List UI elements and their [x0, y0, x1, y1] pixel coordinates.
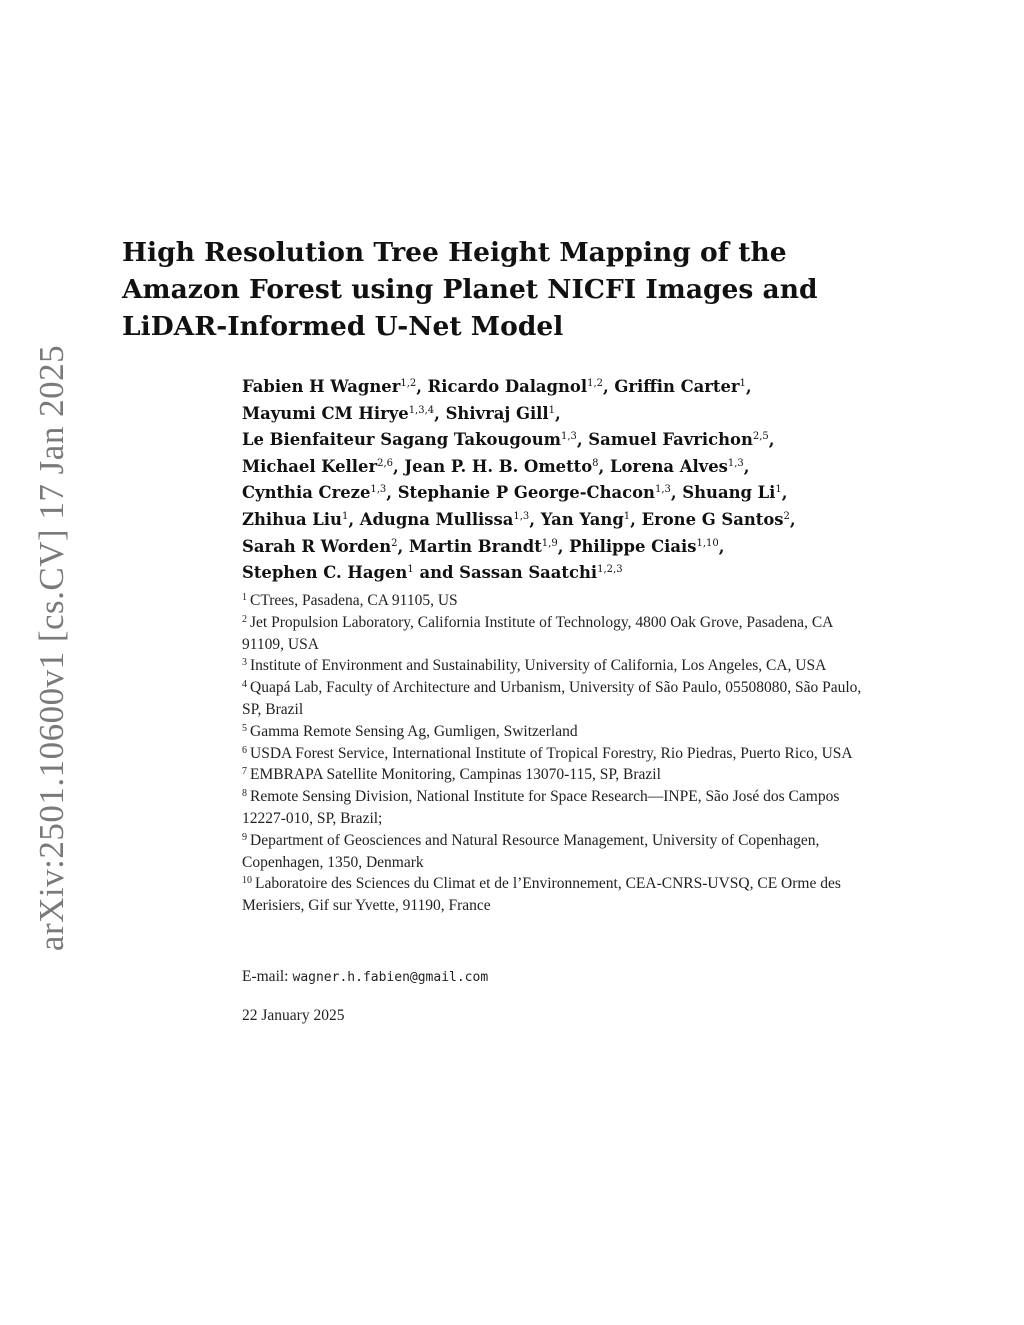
affiliation-text: Remote Sensing Division, National Institute for Space Research—INPE, São José dos Campos 12227-010, SP, Brazil; [242, 788, 840, 827]
author-entry [588, 430, 768, 449]
author-name: Le Bienfaiteur Sagang Takougoum [242, 430, 561, 450]
affiliation-number: 7 [242, 766, 247, 778]
author-affiliation-marker: 1,10 [696, 537, 719, 549]
affiliation-text: Institute of Environment and Sustainability, University of California, Los Angeles, CA, USA [250, 657, 827, 675]
author-entry [642, 510, 790, 529]
affiliation-entry [242, 612, 872, 656]
author-name: Stephen C. Hagen [242, 563, 408, 583]
author-affiliation-marker: 2 [391, 537, 398, 549]
affiliation-number: 3 [242, 657, 247, 669]
author-name: Cynthia Creze [242, 483, 371, 503]
author-entry [409, 537, 558, 556]
author-affiliation-marker: 2,5 [752, 431, 769, 443]
author-entry [242, 537, 397, 556]
author-name: Ricardo Dalagnol [427, 377, 588, 396]
author-entry [242, 510, 348, 529]
author-name: Lorena Alves [609, 456, 728, 476]
author-conjunction: and [419, 563, 454, 583]
author-name: Stephanie P George-Chacon [397, 483, 655, 503]
author-affiliation-marker: 1 [739, 378, 746, 389]
author-affiliation-marker: 2,6 [377, 457, 393, 469]
paper-title: High Resolution Tree Height Mapping of the Amazon Forest using Planet NICFI Images and LiDAR-Informed U-Net Model [122, 237, 818, 342]
author-affiliation-marker: 1,3 [370, 484, 387, 496]
author-name: Samuel Favrichon [588, 430, 753, 450]
affiliation-entry [242, 655, 872, 677]
author-entry [242, 377, 416, 396]
author-affiliation-marker: 1 [341, 510, 349, 522]
affiliation-number: 8 [242, 788, 247, 800]
author-entry [446, 404, 555, 423]
author-list: Fabien H Wagner$^{1,2}$, Ricardo Dalagnol$^{1,2}$, Griffin Carter$^1$, Mayumi CM Hirye$^{1,3,4}$, Shivraj Gill$^1$, Le Bienfaiteur Sagang Takougoum$^{1,3}$, Samuel Favrichon$^{2,5}$, Michael Keller$^{2,6}$, Jean P. H. B. Ometto$^8$, Lorena Alves$^{1,3}$, Cynthia Creze$^{1,3}$, Stephanie P George-Chacon$^{1,3}$, Shuang Li$^1$, Zhihua Liu$^1$, Adugna Mullissa$^{1,3}$, Yan Yang$^1$, Erone G Santos$^2$, Sarah R Worden$^2$, Martin Brandt$^{1,9}$, Philippe Ciais$^{1,10}$, Stephen C. Hagen$^1$ and Sassan Saatchi$^{1,2,3}$ [242, 377, 796, 583]
affiliation-text: Gamma Remote Sensing Ag, Gumligen, Switzerland [250, 722, 578, 740]
email-address[interactable]: wagner.h.fabien@gmail.com [292, 970, 489, 985]
affiliation-entry [242, 786, 872, 830]
author-name: Martin Brandt [408, 536, 542, 556]
author-affiliation-marker: 1,2 [587, 378, 603, 389]
author-name: Michael Keller [242, 456, 378, 476]
author-entry [428, 377, 603, 396]
author-entry [610, 457, 744, 476]
author-name: Shuang Li [682, 483, 776, 503]
arxiv-identifier-stamp: arXiv:2501.10600v1 [cs.CV] 17 Jan 2025 [32, 344, 71, 952]
author-entry [360, 510, 530, 529]
affiliation-list [242, 590, 872, 917]
author-affiliation-marker: 1,3 [560, 431, 577, 443]
affiliation-text: CTrees, Pasadena, CA 91105, US [250, 592, 458, 609]
author-entry [459, 563, 622, 582]
author-affiliation-marker: 1,2 [400, 378, 417, 389]
author-name: Fabien H Wagner [242, 377, 401, 396]
author-name: Sassan Saatchi [459, 563, 598, 583]
author-entry [242, 563, 414, 582]
affiliation-entry [242, 590, 872, 612]
author-name: Sarah R Worden [242, 536, 392, 556]
author-affiliation-marker: 1,3 [727, 457, 744, 469]
author-entry [614, 377, 745, 396]
author-affiliation-marker: 1,2,3 [597, 564, 623, 576]
author-affiliation-marker: 1 [548, 404, 556, 416]
affiliation-entry [242, 873, 872, 917]
affiliation-entry [242, 764, 872, 786]
author-name: Shivraj Gill [445, 403, 549, 423]
author-affiliation-marker: 1,9 [541, 537, 558, 549]
affiliation-entry [242, 743, 872, 765]
author-entry [541, 510, 630, 529]
author-name: Adugna Mullissa [359, 509, 514, 529]
affiliation-number: 2 [242, 613, 247, 625]
affiliation-entry [242, 721, 872, 743]
affiliation-text: EMBRAPA Satellite Monitoring, Campinas 13070-115, SP, Brazil [250, 766, 661, 784]
affiliation-text: Department of Geosciences and Natural Resource Management, University of Copenhagen, Copenhagen, 1350, Denmark [242, 831, 820, 871]
author-entry [398, 483, 671, 502]
author-affiliation-marker: 2 [783, 510, 790, 522]
contact-email [242, 968, 488, 986]
author-affiliation-marker: 1,3 [654, 484, 671, 496]
author-affiliation-marker: 1 [775, 484, 782, 496]
author-name: Erone G Santos [641, 509, 784, 529]
publication-date: 22 January 2025 [242, 1007, 345, 1024]
affiliation-entry [242, 830, 872, 874]
author-entry [404, 457, 598, 476]
author-name: Griffin Carter [614, 377, 740, 396]
author-entry [242, 483, 386, 502]
affiliation-text: USDA Forest Service, International Institute of Tropical Forestry, Rio Piedras, Puerto Rico, USA [250, 744, 853, 762]
author-affiliation-marker: 1 [623, 510, 631, 522]
affiliation-text: Jet Propulsion Laboratory, California Institute of Technology, 4800 Oak Grove, Pasadena, CA 91109, USA [242, 613, 833, 653]
author-entry [682, 483, 782, 502]
author-affiliation-marker: 1 [407, 564, 414, 576]
author-affiliation-marker: 1,3 [513, 510, 530, 522]
affiliation-entry [242, 677, 872, 721]
affiliation-text: Quapá Lab, Faculty of Architecture and Urbanism, University of São Paulo, 05508080, São Paulo, SP, Brazil [242, 679, 862, 718]
affiliation-number: 4 [242, 679, 247, 691]
affiliation-number: 10 [242, 875, 252, 887]
author-affiliation-marker: 1,3,4 [408, 404, 435, 416]
author-name: Yan Yang [540, 509, 624, 529]
affiliation-number: 1 [242, 592, 247, 603]
author-entry [569, 537, 719, 556]
affiliation-number: 6 [242, 744, 247, 756]
affiliation-text: Laboratoire des Sciences du Climat et de l’Environnement, CEA-CNRS-UVSQ, CE Orme des Merisiers, Gif sur Yvette, 91190, France [242, 875, 841, 915]
author-entry [242, 457, 393, 476]
author-name: Mayumi CM Hirye [242, 403, 409, 423]
author-name: Philippe Ciais [569, 536, 697, 556]
author-entry [242, 430, 577, 449]
author-affiliation-marker: 8 [592, 457, 599, 469]
affiliation-number: 5 [242, 722, 247, 734]
email-label: E-mail: [242, 968, 289, 985]
author-name: Jean P. H. B. Ometto [404, 456, 593, 476]
author-entry [242, 404, 434, 423]
affiliation-number: 9 [242, 831, 247, 843]
author-name: Zhihua Liu [242, 509, 342, 529]
